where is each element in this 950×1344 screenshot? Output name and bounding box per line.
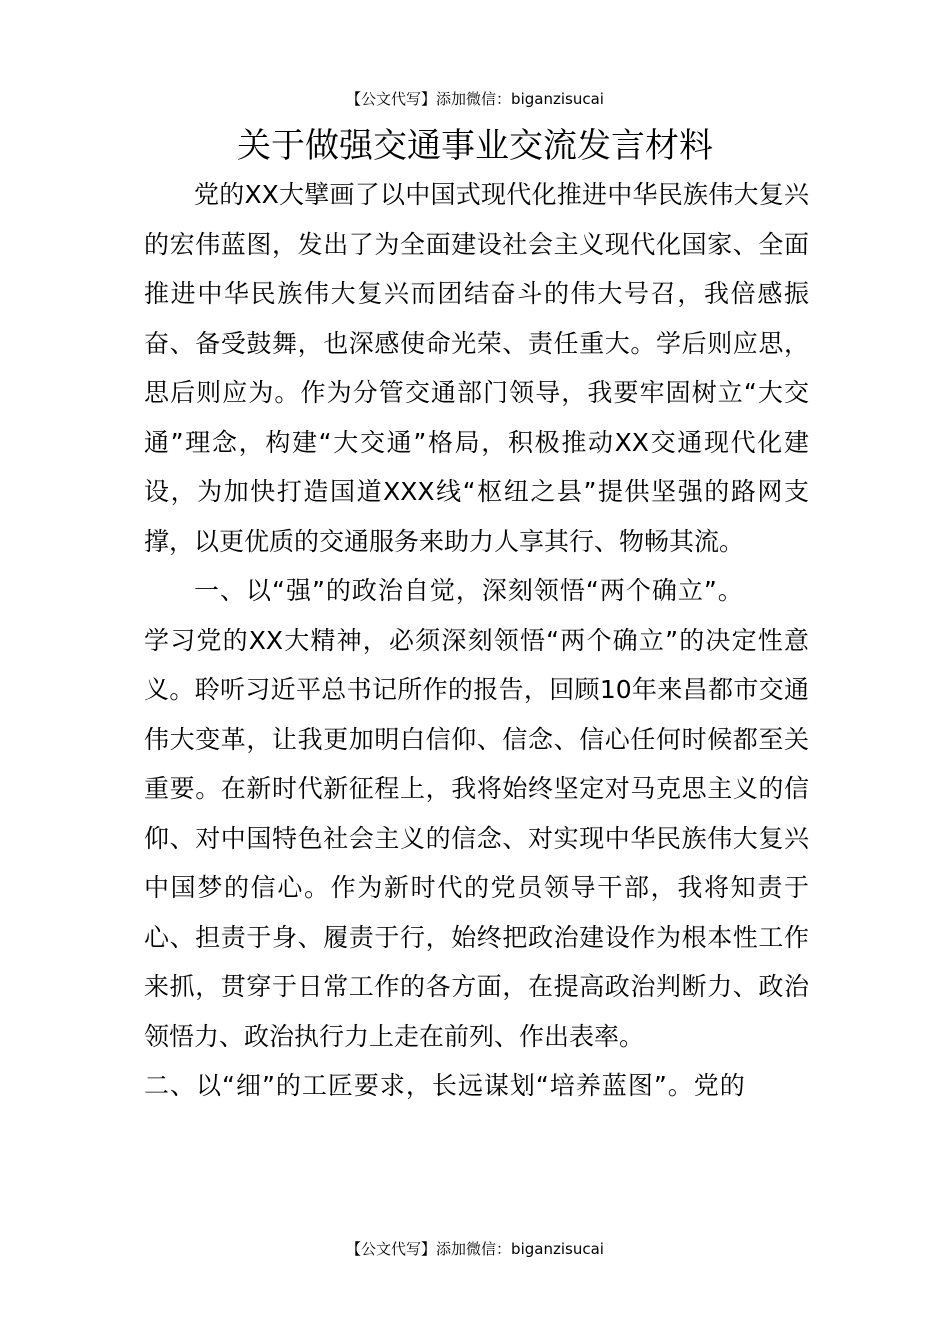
document-body [144,170,809,1111]
document-title: 关于做强交通事业交流发言材料 [237,126,713,166]
section-heading-1: 一、以“强”的政治自觉，深刻领悟“两个确立”。 [194,576,744,605]
paragraph-section-1: 学习党的XX大精神，必须深刻领悟“两个确立”的决定性意义。聆听习近平总书记所作的报告，回顾10年来昌都市交通伟大变革，让我更加明白信仰、信念、信心任何时候都至关重要。在新时代新征程上，我将始终坚定对马克思主义的信仰、对中国特色社会主义的信念、对实现中华民族伟大复兴中国梦的信心。作为新时代的党员领导干部，我将知责于心、担责于身、履责于行，始终把政治建设作为根本性工作来抓，贯穿于日常工作的各方面，在提高政治判断力、政治领悟力、政治执行力上走在前列、作出表率。 [144,625,809,1051]
section-heading-2: 二、以“细”的工匠要求，长远谋划“培养蓝图”。党的 [144,1071,746,1100]
paragraph-intro: 党的XX大擘画了以中国式现代化推进中华民族伟大复兴的宏伟蓝图，发出了为全面建设社会主义现代化国家、全面推进中华民族伟大复兴而团结奋斗的伟大号召，我倍感振奋、备受鼓舞，也深感使命光荣、责任重大。学后则应思，思后则应为。作为分管交通部门领导，我要牢固树立“大交通”理念，构建“大交通”格局，积极推动XX交通现代化建设，为加快打造国道XXX线“枢纽之县”提供坚强的路网支撑，以更优质的交通服务来助力人享其行、物畅其流。 [144,180,809,556]
page-footer-watermark: 【公文代写】添加微信：biganzisucai [346,1240,604,1258]
page-header-watermark: 【公文代写】添加微信：biganzisucai [346,90,604,108]
